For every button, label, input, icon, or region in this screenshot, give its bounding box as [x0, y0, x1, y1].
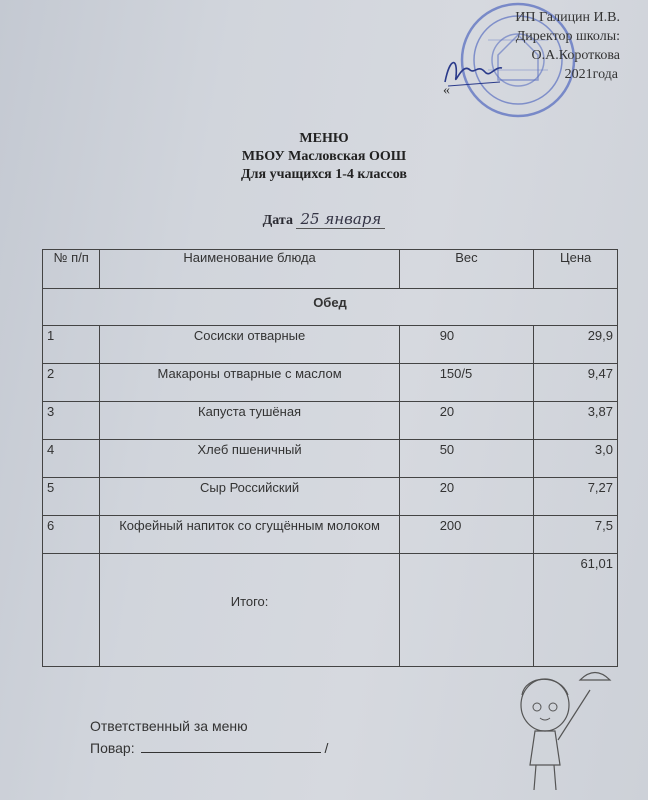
section-row [43, 289, 618, 326]
total-empty-weight [399, 554, 534, 667]
cook-line-row [90, 740, 328, 756]
row-num: 4 [43, 440, 100, 478]
date-value: 25 января [296, 210, 385, 229]
cook-label: Повар: [90, 740, 135, 756]
header-price: Цена [534, 250, 618, 289]
row-weight: 20 [399, 478, 534, 516]
total-row [43, 554, 618, 667]
row-num: 1 [43, 326, 100, 364]
row-price: 7,27 [534, 478, 618, 516]
row-price: 3,0 [534, 440, 618, 478]
approval-year: 2021года [564, 67, 618, 82]
row-num: 2 [43, 364, 100, 402]
row-name: Сосиски отварные [100, 326, 399, 364]
row-price: 9,47 [534, 364, 618, 402]
section-label: Обед [43, 289, 618, 326]
row-name: Капуста тушёная [100, 402, 399, 440]
table-row [43, 402, 618, 440]
row-num: 6 [43, 516, 100, 554]
row-num: 3 [43, 402, 100, 440]
row-price: 7,5 [534, 516, 618, 554]
row-name: Хлеб пшеничный [100, 440, 399, 478]
cook-slash: / [324, 740, 329, 756]
row-name: Кофейный напиток со сгущённым молоком [100, 516, 399, 554]
row-weight: 150/5 [399, 364, 534, 402]
school-name: МБОУ Масловская ООШ [241, 149, 407, 164]
row-weight: 50 [399, 440, 534, 478]
approval-quote-mark: « [443, 83, 450, 98]
chef-doodle-icon [500, 655, 620, 800]
table-row [43, 516, 618, 554]
table-row [43, 364, 618, 402]
table-header-row [43, 250, 618, 289]
row-weight: 90 [399, 326, 534, 364]
approval-director-name: О.А.Короткова [531, 48, 620, 63]
row-weight: 20 [399, 402, 534, 440]
header-name: Наименование блюда [100, 250, 399, 289]
row-price: 3,87 [534, 402, 618, 440]
header-num: № п/п [43, 250, 100, 289]
row-name: Макароны отварные с маслом [100, 364, 399, 402]
total-empty-num [43, 554, 100, 667]
row-weight: 200 [399, 516, 534, 554]
total-label: Итого: [100, 554, 399, 667]
page-title: МЕНЮ [299, 131, 349, 146]
responsible-label: Ответственный за меню [90, 718, 248, 734]
menu-table [42, 249, 618, 667]
header-weight: Вес [399, 250, 534, 289]
table-row [43, 326, 618, 364]
approval-block [440, 8, 640, 84]
cook-signature-line [141, 740, 321, 753]
row-name: Сыр Российский [100, 478, 399, 516]
date-label: Дата [262, 213, 293, 228]
approval-director-label: Директор школы: [515, 29, 620, 44]
table-row [43, 478, 618, 516]
audience-line: Для учащихся 1-4 классов [241, 167, 407, 182]
row-num: 5 [43, 478, 100, 516]
date-row [0, 210, 648, 229]
table-row [43, 440, 618, 478]
approval-entrepreneur: ИП Галицин И.В. [515, 10, 620, 25]
total-value: 61,01 [534, 554, 618, 667]
row-price: 29,9 [534, 326, 618, 364]
